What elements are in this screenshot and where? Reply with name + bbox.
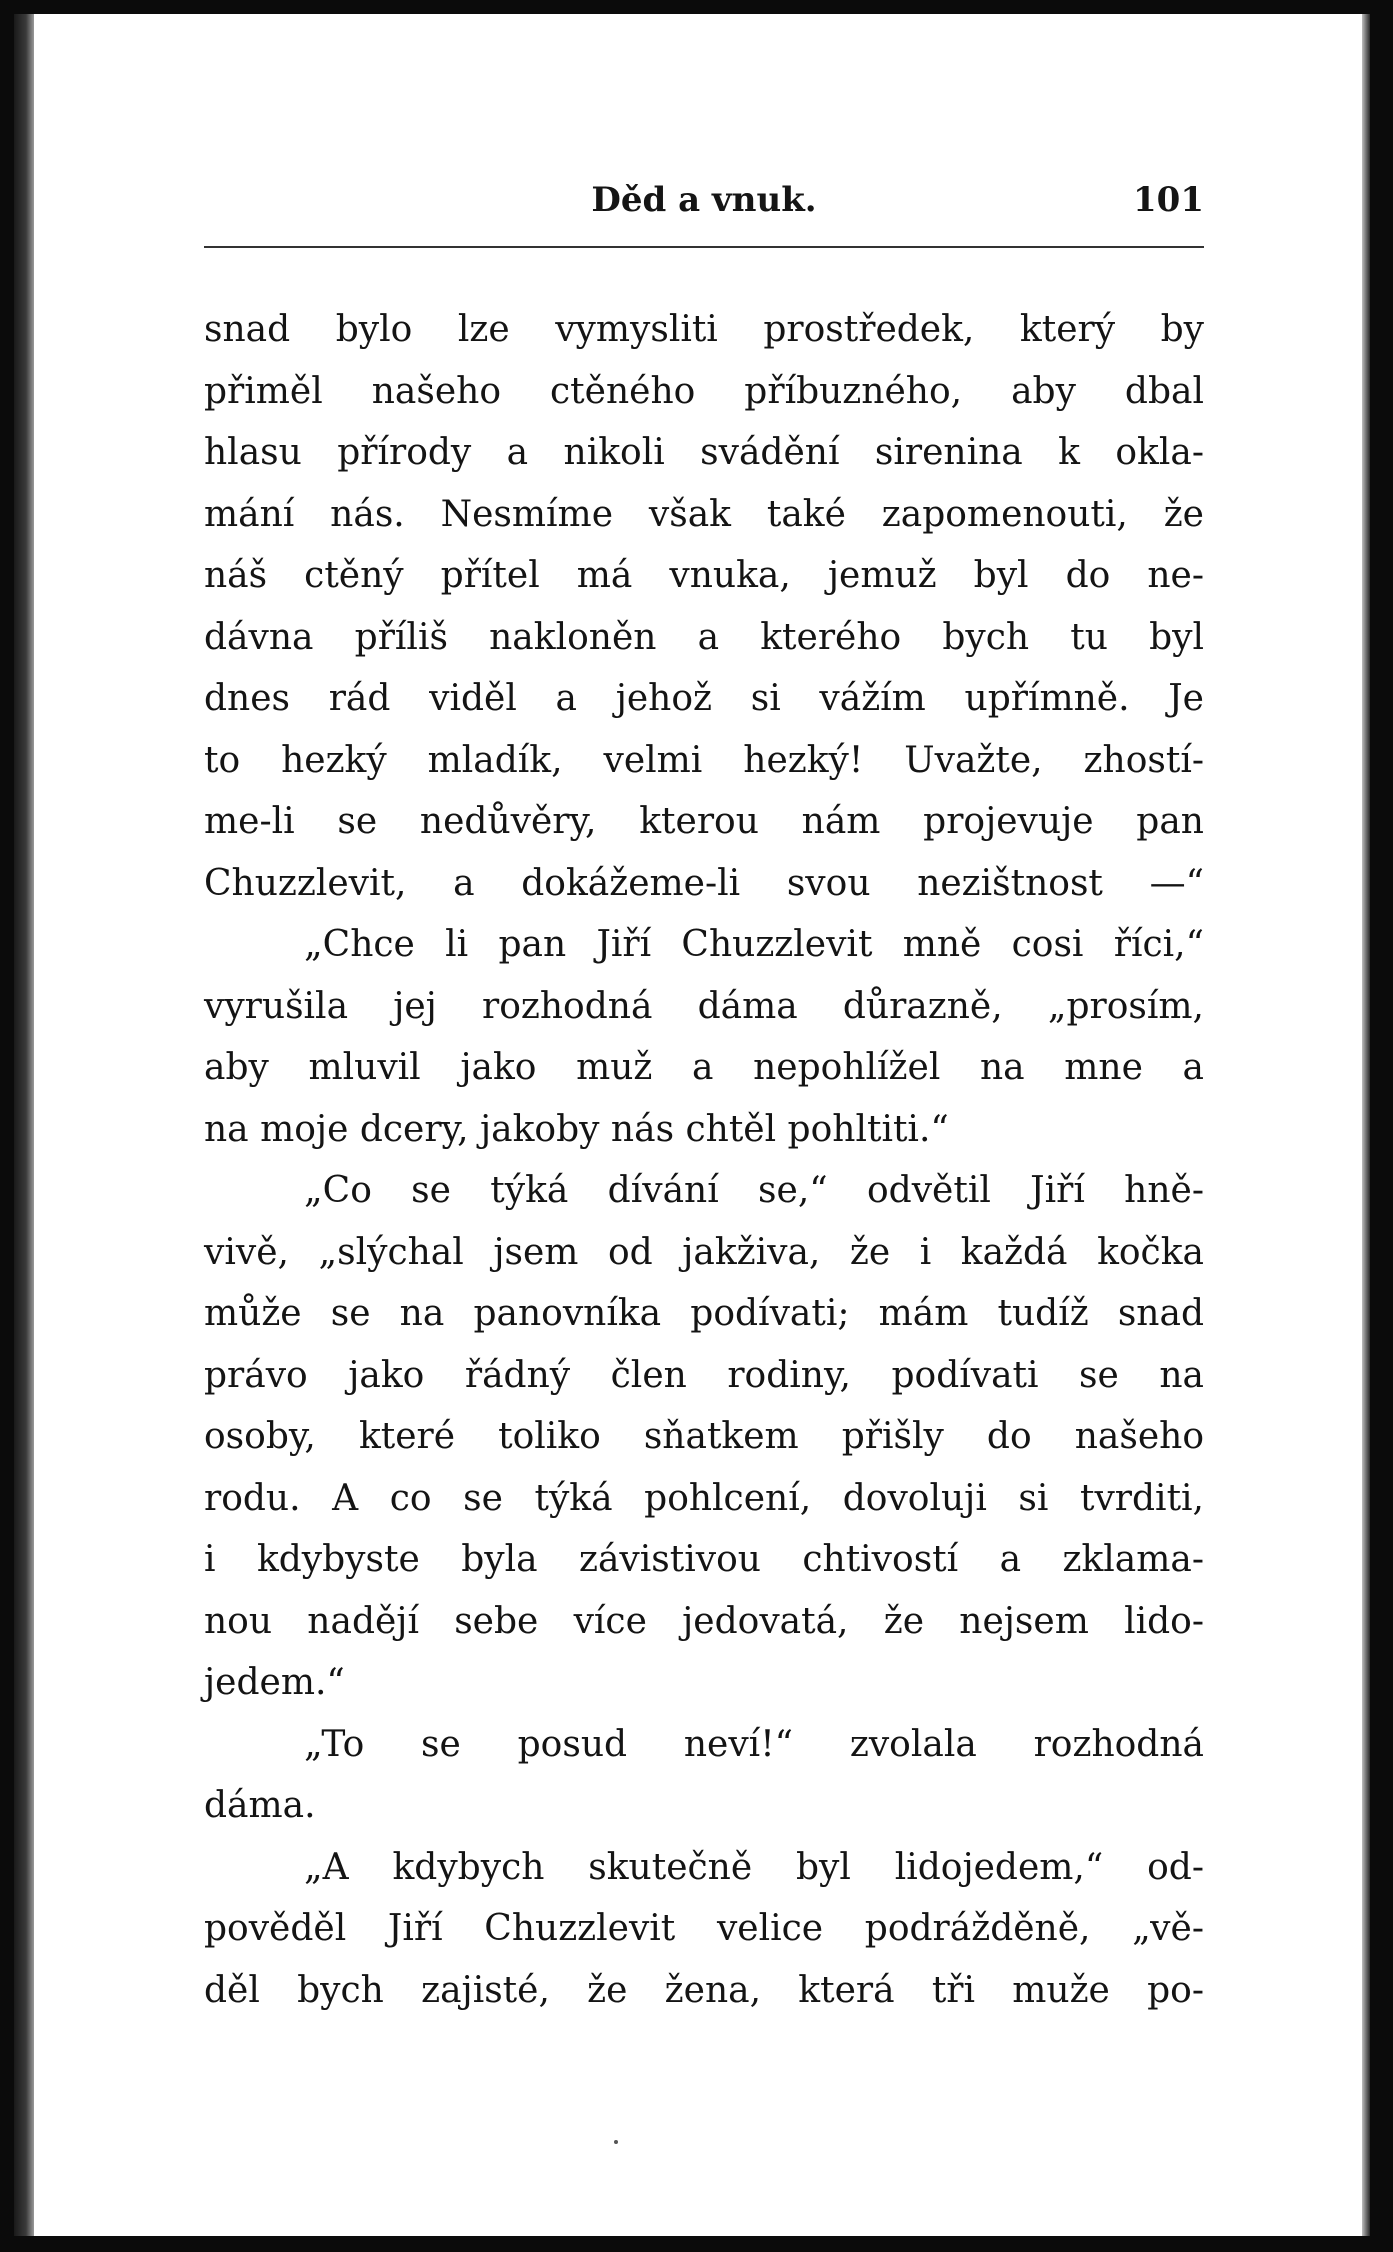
text-line: jedem.“ [204,1662,345,1703]
print-speck [614,2140,618,2144]
text-line: „Co se týká dívání se,“ odvětil Jiří hně- [304,1170,1204,1211]
text-line: „To se posud neví!“ zvolala rozhodná [304,1723,1204,1765]
text-line: „A kdybych skutečně byl lidojedem,“ od- [304,1846,1204,1888]
running-title: Děd a vnuk. [591,180,817,220]
text-line: může se na panovníka podívati; mám tudíž snad [204,1293,1204,1334]
text-line: i kdybyste byla závistivou chtivostí a zklama- [204,1539,1204,1580]
text-line: nou nadějí sebe více jedovatá, že nejsem lido- [204,1600,1204,1642]
page-binding-edge [14,14,34,2236]
header-rule [204,246,1204,248]
text-line: náš ctěný přítel má vnuka, jemuž byl do ne- [204,555,1204,596]
page-right-edge [1362,14,1370,2236]
text-line: aby mluvil jako muž a nepohlížel na mne a [204,1047,1204,1088]
text-line: vivě, „slýchal jsem od jakživa, že i každá kočka [204,1231,1204,1273]
page-header [204,180,1204,240]
text-line: právo jako řádný člen rodiny, podívati se na [204,1354,1204,1396]
text-line: Chuzzlevit, a dokážeme-li svou nezištnost —“ [204,862,1204,904]
text-line: rodu. A co se týká pohlcení, dovoluji si tvrditi, [204,1477,1204,1519]
text-line: hlasu přírody a nikoli svádění sirenina k okla- [204,432,1204,473]
body-text [204,299,1204,2021]
text-line: vyrušila jej rozhodná dáma důrazně, „prosím, [204,985,1204,1027]
text-line: snad bylo lze vymysliti prostředek, který by [204,309,1204,350]
text-line: osoby, které toliko sňatkem přišly do našeho [204,1416,1204,1457]
book-page [14,14,1370,2236]
text-line: na moje dcery, jakoby nás chtěl pohltiti.“ [204,1108,949,1150]
text-line: dávna příliš nakloněn a kterého bych tu byl [204,616,1204,658]
text-line: pověděl Jiří Chuzzlevit velice podrážděně, „vě- [204,1908,1204,1949]
text-line: přiměl našeho ctěného příbuzného, aby dbal [204,370,1204,412]
text-line: děl bych zajisté, že žena, která tři muže po- [204,1969,1204,2011]
text-line: „Chce li pan Jiří Chuzzlevit mně cosi říci,“ [304,924,1204,965]
text-line: dnes rád viděl a jehož si vážím upřímně. Je [204,678,1204,719]
text-line: to hezký mladík, velmi hezký! Uvažte, zhostí- [204,739,1204,781]
page-number: 101 [1133,180,1204,220]
text-line: me-li se nedůvěry, kterou nám projevuje pan [204,801,1204,842]
text-line: mání nás. Nesmíme však také zapomenouti, že [204,493,1204,535]
text-line: dáma. [204,1785,316,1826]
